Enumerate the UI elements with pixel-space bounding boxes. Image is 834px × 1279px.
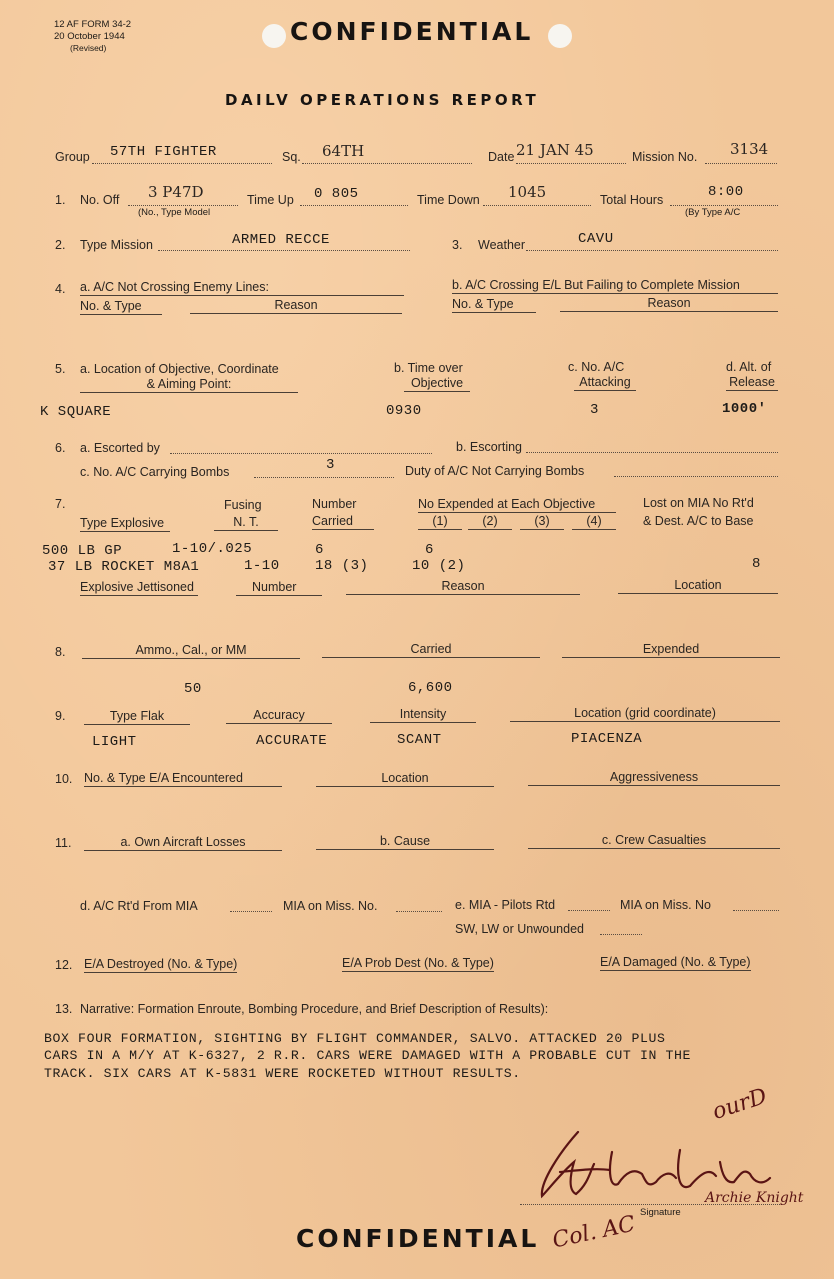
item-4a-label: a. A/C Not Crossing Enemy Lines: (80, 280, 404, 296)
explosive-jettisoned-label: Explosive Jettisoned (80, 580, 198, 596)
item-5b-label1: b. Time over (394, 361, 463, 375)
form-id-line2: 20 October 1944 (54, 31, 125, 42)
number-carried-label1: Number (312, 497, 357, 511)
item-13-number: 13. (55, 1002, 73, 1016)
item-2-number: 2. (55, 238, 66, 252)
item-4b-label: b. A/C Crossing E/L But Failing to Complete Mission (452, 278, 778, 294)
time-down-value: 1045 (508, 183, 547, 201)
group-value: 57TH FIGHTER (110, 144, 217, 160)
signature-rank: Col. AC (550, 1211, 638, 1254)
duty-not-carrying-label: Duty of A/C Not Carrying Bombs (405, 464, 585, 478)
jettisoned-number-label: Number (252, 580, 297, 594)
item-5d-label2: Release (726, 375, 778, 391)
ammo-expended-label: Expended (562, 642, 780, 658)
expended-label: No Expended at Each Objective (418, 497, 616, 513)
ea-destroyed-label: E/A Destroyed (No. & Type) (84, 957, 238, 971)
explosive-row-2-carried: 18 (3) (315, 558, 369, 574)
objective-col-2: (2) (468, 514, 512, 530)
flak-type-value: LIGHT (92, 734, 137, 750)
report-title: DAILV OPERATIONS REPORT (225, 91, 540, 109)
item-12-number: 12. (55, 958, 73, 972)
ea-location-label: Location (316, 771, 494, 787)
weather-value: CAVU (578, 231, 614, 247)
ea-encountered-label: No. & Type E/A Encountered (84, 771, 282, 787)
objective-col-3: (3) (520, 514, 564, 530)
weather-label: Weather (478, 238, 526, 252)
item-6-number: 6. (55, 441, 66, 455)
jettisoned-reason-label: Reason (346, 579, 580, 595)
aircraft-attacking-value: 3 (590, 402, 599, 418)
explosive-row-1-carried: 6 (315, 542, 324, 558)
own-losses-label: a. Own Aircraft Losses (84, 835, 282, 851)
time-up-label: Time Up (247, 193, 294, 207)
losses-cause-label: b. Cause (316, 834, 494, 850)
flak-accuracy-value: ACCURATE (256, 733, 328, 749)
ammo-carried-label: Carried (322, 642, 540, 658)
item-1-number: 1. (55, 193, 66, 207)
item-4a-reason: Reason (190, 298, 402, 314)
narrative-label: Narrative: Formation Enroute, Bombing Procedure, and Brief Description of Results): (80, 1002, 549, 1016)
time-up-value: 0 805 (314, 186, 359, 202)
release-altitude-value: 1000' (722, 401, 767, 417)
fusing-label1: Fusing (224, 498, 262, 512)
date-label: Date (488, 150, 515, 164)
fusing-label2: N. T. (214, 515, 278, 531)
jettisoned-location-label: Location (618, 578, 778, 594)
type-mission-label: Type Mission (80, 238, 153, 252)
total-hours-value: 8:00 (708, 184, 744, 200)
item-10-number: 10. (55, 772, 73, 786)
sq-label: Sq. (282, 150, 301, 164)
flak-intensity-label: Intensity (370, 707, 476, 723)
explosive-row-2-expended: 10 (2) (412, 558, 466, 574)
ea-aggressiveness-label: Aggressiveness (528, 770, 780, 786)
lost-value: 8 (752, 556, 761, 572)
ammo-carried-value: 6,600 (408, 680, 453, 696)
ea-damaged-label: E/A Damaged (No. & Type) (600, 955, 751, 969)
item-5c-label2: Attacking (574, 375, 636, 391)
mia-on-mission-label: MIA on Miss. No. (283, 899, 378, 913)
group-label: Group (55, 150, 90, 164)
signature-mark (530, 1112, 804, 1212)
returned-from-mia-label: d. A/C Rt'd From MIA (80, 899, 198, 913)
ea-probably-destroyed-label: E/A Prob Dest (No. & Type) (342, 956, 494, 970)
narrative-line-2: CARS IN A M/Y AT K-6327, 2 R.R. CARS WERE DAMAGED WITH A PROBABLE CUT IN THE (44, 1048, 692, 1063)
ammo-label: Ammo., Cal., or MM (82, 643, 300, 659)
item-5-number: 5. (55, 362, 66, 376)
form-id-line3: (Revised) (70, 43, 107, 53)
item-3-number: 3. (452, 238, 463, 252)
total-hours-label: Total Hours (600, 193, 664, 207)
signature-annotation: ourD (709, 1084, 771, 1125)
aircraft-carrying-bombs-value: 3 (326, 457, 335, 473)
flak-location-label: Location (grid coordinate) (510, 706, 780, 722)
classification-top: CONFIDENTIAL (290, 17, 534, 46)
punch-hole-right (548, 24, 572, 48)
number-carried-label2: Carried (312, 514, 374, 530)
escorted-by-label: a. Escorted by (80, 441, 160, 455)
flak-location-value: PIACENZA (571, 731, 643, 747)
item-5a-label1: a. Location of Objective, Coordinate (80, 362, 279, 376)
item-4b-no-type: No. & Type (452, 297, 536, 313)
flak-intensity-value: SCANT (397, 732, 442, 748)
type-explosive-label: Type Explosive (80, 516, 170, 532)
mia-on-mission-2-label: MIA on Miss. No (620, 898, 711, 912)
flak-accuracy-label: Accuracy (226, 708, 332, 724)
signature-name: Archie Knight (705, 1190, 804, 1206)
form-id-line1: 12 AF FORM 34-2 (54, 19, 132, 30)
narrative-line-3: TRACK. SIX CARS AT K-5831 WERE ROCKETED WITHOUT RESULTS. (44, 1066, 521, 1081)
ammo-value: 50 (184, 681, 202, 697)
item-8-number: 8. (55, 645, 66, 659)
wound-status-label: SW, LW or Unwounded (455, 922, 584, 936)
item-9-number: 9. (55, 709, 66, 723)
narrative-line-1: BOX FOUR FORMATION, SIGHTING BY FLIGHT COMMANDER, SALVO. ATTACKED 20 PLUS (44, 1031, 666, 1046)
classification-bottom: CONFIDENTIAL (296, 1224, 540, 1253)
explosive-row-2-type: 37 LB ROCKET M8A1 (48, 559, 200, 575)
escorting-label: b. Escorting (456, 440, 523, 454)
total-hours-sub: (By Type A/C (685, 207, 741, 218)
time-over-objective-value: 0930 (386, 403, 422, 419)
time-down-label: Time Down (417, 193, 480, 207)
lost-label2: & Dest. A/C to Base (643, 514, 754, 528)
flak-type-label: Type Flak (84, 709, 190, 725)
item-5b-label2: Objective (404, 376, 470, 392)
sq-value: 64TH (322, 142, 365, 160)
mission-value: 3134 (730, 140, 769, 158)
explosive-row-1-type: 500 LB GP (42, 543, 123, 559)
objective-col-1: (1) (418, 514, 462, 530)
objective-location-value: K SQUARE (40, 404, 112, 420)
objective-col-4: (4) (572, 514, 616, 530)
explosive-row-1-fusing: 1-10/.025 (172, 541, 253, 557)
item-4a-no-type: No. & Type (80, 299, 162, 315)
explosive-row-2-fusing: 1-10 (244, 558, 280, 574)
mission-label: Mission No. (632, 150, 698, 164)
signature-label: Signature (640, 1207, 681, 1218)
item-5a-label2: & Aiming Point: (80, 377, 298, 393)
lost-label1: Lost on MIA No Rt'd (643, 496, 754, 510)
type-mission-value: ARMED RECCE (232, 232, 330, 248)
no-off-sub: (No., Type Model (138, 207, 211, 218)
explosive-row-1-expended: 6 (425, 542, 434, 558)
punch-hole-left (262, 24, 286, 48)
no-off-value: 3 P47D (148, 183, 204, 201)
item-4-number: 4. (55, 282, 66, 296)
mia-pilots-returned-label: e. MIA - Pilots Rtd (455, 898, 556, 912)
item-11-number: 11. (55, 836, 72, 850)
item-4b-reason: Reason (560, 296, 778, 312)
crew-casualties-label: c. Crew Casualties (528, 833, 780, 849)
item-5d-label1: d. Alt. of (726, 360, 772, 374)
item-7-number: 7. (55, 497, 66, 511)
aircraft-carrying-bombs-label: c. No. A/C Carrying Bombs (80, 465, 230, 479)
item-5c-label1: c. No. A/C (568, 360, 625, 374)
date-value: 21 JAN 45 (516, 141, 594, 159)
no-off-label: No. Off (80, 193, 120, 207)
